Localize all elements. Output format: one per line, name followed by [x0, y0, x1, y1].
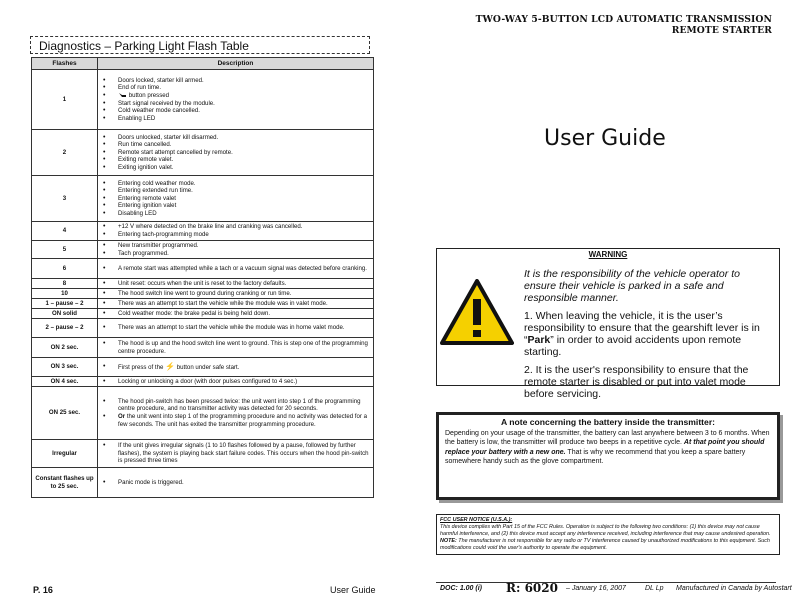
warning-point-2: 2. It is the user's responsibility to ensure that the remote starter is disabled or put into valet mode before servicing. — [524, 364, 749, 400]
flash-count: ON 2 sec. — [32, 338, 98, 358]
fcc-notice-box — [436, 514, 780, 555]
table-row — [32, 289, 374, 299]
table-row — [32, 377, 374, 387]
table-row — [32, 259, 374, 279]
list-item-text: the unit went into step 1 of the programming procedure and no activity was detected for a few seconds. The unit has exited the transmitter programming procedure. — [118, 413, 367, 428]
flash-count: 1 – pause – 2 — [32, 299, 98, 309]
fcc-notice-text: This device complies with Part 15 of the FCC Rules. Operation is subject to the following two conditions: (1) this device may not cause harmful interference, and (2) this device must accept any interference received, including interference that may cause undesired operation. — [440, 524, 771, 537]
flash-count: 6 — [32, 259, 98, 279]
flash-count: 10 — [32, 289, 98, 299]
flash-count: ON solid — [32, 309, 98, 319]
warning-point-1-text-end: ” in order to avoid accidents upon remote starting. — [524, 334, 742, 358]
list-item — [100, 413, 372, 428]
flash-count: 5 — [32, 241, 98, 259]
list-item: • Enabling LED — [100, 115, 372, 123]
list-item: • Cold weather mode cancelled. — [100, 107, 372, 115]
battery-note-emphasis: At that point you should replace your battery with a new one. — [445, 439, 765, 456]
manufacturer-note: Manufactured in Canada by Autostart — [676, 585, 792, 592]
list-item: • Unit reset: occurs when the unit is reset to the factory defaults. — [100, 280, 372, 288]
table-row — [32, 338, 374, 358]
battery-note-text: Depending on your usage of the transmitter, the battery can last anywhere between 3 to 6 months. When the battery is low, the transmitter will produce two beeps in a repetitive cycle. — [445, 429, 770, 446]
table-row — [32, 309, 374, 319]
flash-count: ON 4 sec. — [32, 377, 98, 387]
warning-intro: It is the responsibility of the vehicle operator to ensure their vehicle is parked in a safe and responsible manner. — [524, 268, 740, 304]
warning-title: WARNING — [588, 250, 628, 259]
table-row — [32, 319, 374, 338]
table-row — [32, 468, 374, 498]
table-row — [32, 387, 374, 440]
list-item: • End of run time. — [100, 84, 372, 92]
dl-code: DL Lp — [645, 585, 664, 592]
footer-divider — [436, 582, 776, 583]
park-emphasis: Park — [527, 334, 551, 346]
list-item: • If the unit gives irregular signals (1 to 10 flashes followed by a pause, followed by further flashes), the system is playing back start failure codes. This occurs when the hood pin-switch is pressed three times — [100, 442, 372, 465]
list-item — [100, 92, 372, 100]
table-row — [32, 358, 374, 377]
flash-count: ON 3 sec. — [32, 358, 98, 377]
running-header: TWO-WAY 5-BUTTON LCD AUTOMATIC TRANSMISSION REMOTE STARTER — [475, 14, 772, 36]
list-item: • The hood switch line went to ground during cranking or run time. — [100, 290, 372, 298]
flash-count: 1 — [32, 70, 98, 130]
table-row — [32, 222, 374, 241]
flash-count: 4 — [32, 222, 98, 241]
fcc-notice-title: FCC USER NOTICE (U.S.A.): — [440, 517, 513, 523]
list-item: • The hood pin-switch has been pressed twice: the unit went into step 1 of the programming centre procedure, and no transmitter activity was detected for 20 seconds. — [100, 398, 372, 413]
table-header-row — [32, 58, 374, 70]
doc-version: DOC: 1.00 (i) — [440, 585, 483, 592]
list-item: • New transmitter programmed. — [100, 242, 372, 250]
page-number: P. 16 — [33, 585, 53, 595]
revision-date: – January 16, 2007 — [566, 585, 626, 592]
column-header-flashes: Flashes — [32, 58, 98, 70]
list-item: • Exiting remote valet. — [100, 156, 372, 164]
list-item: • Exiting ignition valet. — [100, 164, 372, 172]
list-item: • There was an attempt to start the vehicle while the module was in valet mode. — [100, 300, 372, 308]
battery-note-text-end: That is why we recommend that you keep a spare battery somewhere handy such as the glove compartment. — [445, 448, 746, 465]
section-title: Diagnostics – Parking Light Flash Table — [30, 36, 370, 54]
list-item: • Doors locked, starter kill armed. — [100, 77, 372, 85]
list-item: • A remote start was attempted while a tach or a vacuum signal was detected before cranking. — [100, 265, 372, 273]
flash-count: 2 – pause – 2 — [32, 319, 98, 338]
table-row — [32, 440, 374, 468]
footer-guide-label: User Guide — [330, 585, 376, 595]
table-row — [32, 279, 374, 289]
list-item: • Entering extended run time. — [100, 187, 372, 195]
list-item-text: button under safe start. — [176, 363, 240, 371]
list-item-text: button pressed — [128, 91, 170, 99]
list-item: • Remote start attempt cancelled by remote. — [100, 149, 372, 157]
fcc-note-text: The manufacturer is not responsible for any radio or TV interference caused by unauthorized modifications to this equipment. Such modifications could void the user's authority to operate the equipment. — [440, 538, 770, 551]
list-item: • Entering tach-programming mode — [100, 231, 372, 239]
list-item: • +12 V where detected on the brake line and cranking was cancelled. — [100, 223, 372, 231]
column-header-description: Description — [98, 58, 374, 70]
list-item-emphasis: Or — [118, 413, 126, 420]
flash-count: Constant flashes up to 25 sec. — [32, 468, 98, 498]
list-item: • Entering cold weather mode. — [100, 180, 372, 188]
flash-count: Irregular — [32, 440, 98, 468]
list-item: • Disabling LED — [100, 210, 372, 218]
warning-point-1 — [524, 310, 774, 358]
list-item: • Run time cancelled. — [100, 141, 372, 149]
table-row — [32, 299, 374, 309]
list-item-text: First press of the — [118, 363, 164, 371]
page-title: User Guide — [544, 126, 666, 151]
table-row — [32, 241, 374, 259]
flash-count: 2 — [32, 130, 98, 176]
list-item: • The hood is up and the hood switch line went to ground. This is step one of the programming centre procedure. — [100, 340, 372, 355]
lock-button-icon — [118, 92, 127, 98]
table-row — [32, 130, 374, 176]
list-item: • Cold weather mode: the brake pedal is being held down. — [100, 310, 372, 318]
battery-note-title: A note concerning the battery inside the transmitter: — [500, 417, 716, 427]
list-item: • There was an attempt to start the vehicle while the module was in home valet mode. — [100, 324, 372, 332]
list-item: • Doors unlocked, starter kill disarmed. — [100, 134, 372, 142]
table-row — [32, 176, 374, 222]
list-item: • Entering remote valet — [100, 195, 372, 203]
list-item: • Tach programmed. — [100, 250, 372, 258]
revision: R: 6020 — [506, 581, 558, 595]
flash-count: ON 25 sec. — [32, 387, 98, 440]
battery-note-box — [436, 412, 780, 500]
list-item: • Panic mode is triggered. — [100, 479, 372, 487]
flash-table — [31, 57, 374, 498]
warning-point-1-text: 1. When leaving the vehicle, it is the user’s responsibility to ensure that the gearshift lever is in “ — [524, 310, 760, 346]
warning-triangle-icon — [440, 279, 514, 350]
list-item: • Entering ignition valet — [100, 202, 372, 210]
fcc-note-label: NOTE: — [440, 538, 457, 544]
list-item: • Locking or unlocking a door (with door pulses configured to 4 sec.) — [100, 378, 372, 386]
lightning-icon: ⚡ — [165, 361, 176, 371]
list-item: • Start signal received by the module. — [100, 100, 372, 108]
flash-count: 3 — [32, 176, 98, 222]
table-row — [32, 70, 374, 130]
list-item — [100, 363, 372, 372]
warning-text — [524, 268, 774, 406]
flash-count: 8 — [32, 279, 98, 289]
